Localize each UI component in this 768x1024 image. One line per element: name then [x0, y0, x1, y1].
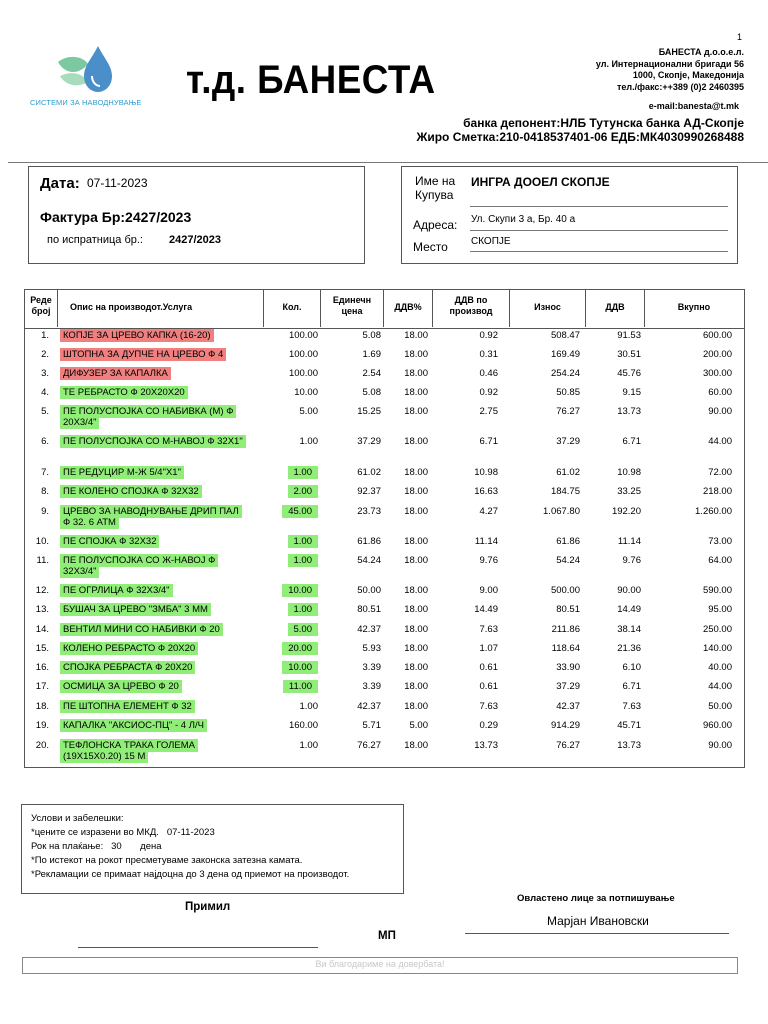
cell-total: 95.00 — [708, 604, 732, 615]
cell-vatu: 6.71 — [479, 436, 498, 447]
cell-qty: 1.00 — [299, 701, 318, 712]
cell-total: 200.00 — [702, 349, 732, 360]
cell-amount: 37.29 — [556, 436, 580, 447]
cell-qty — [263, 662, 318, 673]
cell-vatp: 18.00 — [404, 585, 428, 596]
description-highlight: КАПАЛКА "АКСИОС-ПЦ" - 4 Л/Ч — [60, 719, 207, 732]
buyer-city: СКОПЈЕ — [471, 236, 511, 247]
cell-price: 1.69 — [362, 349, 381, 360]
cell-description — [60, 486, 248, 497]
cell-description — [60, 436, 248, 447]
description-highlight: ПЕ ОГРЛИЦА Ф 32Х3/4" — [60, 584, 173, 597]
cell-description — [60, 330, 248, 341]
buyer-city-label: Место — [413, 240, 448, 254]
company-logo — [28, 40, 143, 115]
cell-vatp: 18.00 — [404, 624, 428, 635]
th-row-number: Реде број — [30, 295, 52, 316]
cell-no: 6. — [41, 436, 49, 447]
cell-qty — [263, 555, 318, 566]
cell-price: 42.37 — [357, 624, 381, 635]
description-highlight: КОЛЕНО РЕБРАСТО Ф 20Х20 — [60, 642, 198, 655]
qty-highlight: 1.00 — [288, 535, 319, 548]
cell-no: 15. — [35, 643, 49, 654]
cell-price: 54.24 — [357, 555, 381, 566]
invoice-number: Фактура Бр:2427/2023 — [40, 209, 192, 225]
description-highlight: СПОЈКА РЕБРАСТА Ф 20Х20 — [60, 661, 195, 674]
qty-highlight: 10.00 — [282, 584, 318, 597]
company-name: БАНЕСТА д.о.о.е.л. — [658, 47, 744, 57]
th-total: Вкупно — [677, 302, 711, 312]
cell-price: 5.08 — [362, 387, 381, 398]
th-vat-percent: ДДВ% — [394, 302, 422, 312]
company-title: т.д. БАНЕСТА — [186, 58, 436, 102]
cell-no: 17. — [35, 681, 49, 692]
cell-vat: 30.51 — [617, 349, 641, 360]
cell-qty — [263, 506, 318, 517]
cell-vatp: 18.00 — [404, 436, 428, 447]
cell-vat: 6.71 — [622, 436, 641, 447]
cell-qty: 5.00 — [299, 406, 318, 417]
cell-vatu: 0.61 — [479, 662, 498, 673]
cell-vatu: 0.61 — [479, 681, 498, 692]
cell-description — [60, 406, 248, 428]
cell-qty — [263, 486, 318, 497]
bank-account: Жиро Сметка:210-0418537401-06 ЕДБ:МК4030990268488 — [416, 130, 744, 144]
cell-amount: 118.64 — [551, 643, 580, 654]
cell-vatu: 2.75 — [479, 406, 498, 417]
cell-total: 300.00 — [702, 368, 732, 379]
cell-vat: 13.73 — [617, 740, 641, 751]
cell-price: 2.54 — [362, 368, 381, 379]
cell-vatu: 11.14 — [474, 536, 498, 547]
cell-amount: 42.37 — [556, 701, 580, 712]
cell-price: 15.25 — [357, 406, 381, 417]
company-contact — [596, 47, 744, 93]
cell-amount: 50.85 — [556, 387, 580, 398]
cell-amount: 184.75 — [550, 486, 580, 497]
cell-no: 13. — [35, 604, 49, 615]
cell-qty — [263, 624, 318, 635]
cell-description — [60, 681, 248, 692]
qty-highlight: 5.00 — [288, 623, 319, 636]
cell-vat: 91.53 — [617, 330, 641, 341]
header-divider — [8, 162, 768, 163]
cell-amount: 54.24 — [556, 555, 580, 566]
cell-qty — [263, 536, 318, 547]
cell-price: 5.93 — [362, 643, 381, 654]
cell-vat: 11.14 — [617, 536, 641, 547]
cell-price: 42.37 — [357, 701, 381, 712]
cell-vat: 90.00 — [617, 585, 641, 596]
received-signature-line — [78, 947, 318, 948]
qty-highlight: 45.00 — [282, 505, 318, 518]
cell-vatu: 14.49 — [474, 604, 498, 615]
cell-no: 9. — [41, 506, 49, 517]
description-highlight: КОПЈЕ ЗА ЦРЕВО КАПКА (16-20) — [60, 329, 214, 342]
description-highlight: ПЕ СПОЈКА Ф 32Х32 — [60, 535, 159, 548]
cell-description — [60, 467, 248, 478]
buyer-city-line — [470, 251, 728, 252]
th-vat: ДДВ — [605, 302, 625, 312]
buyer-name-label: Име на Купува — [415, 174, 456, 202]
cell-vat: 10.98 — [617, 467, 641, 478]
dispatch-label: по испратница бр.: — [47, 234, 143, 246]
cell-vatu: 0.92 — [479, 387, 498, 398]
cell-vatp: 18.00 — [404, 662, 428, 673]
buyer-address-line — [470, 230, 728, 231]
cell-no: 18. — [35, 701, 49, 712]
cell-qty — [263, 604, 318, 615]
cell-total: 50.00 — [708, 701, 732, 712]
cell-vatu: 0.31 — [479, 349, 498, 360]
cell-no: 19. — [35, 720, 49, 731]
cell-amount: 254.24 — [550, 368, 580, 379]
cell-total: 600.00 — [702, 330, 732, 341]
cell-amount: 914.29 — [550, 720, 580, 731]
cell-amount: 1.067.80 — [543, 506, 580, 517]
cell-total: 72.00 — [708, 467, 732, 478]
cell-vatu: 9.00 — [479, 585, 498, 596]
company-email: e-mail:banesta@t.mk — [648, 101, 739, 111]
cell-price: 3.39 — [362, 681, 381, 692]
th-description: Опис на производот.Услуга — [70, 302, 193, 312]
cell-total: 73.00 — [708, 536, 732, 547]
company-phone: тел./факс:++389 (0)2 2460395 — [617, 81, 744, 92]
cell-vatp: 18.00 — [404, 330, 428, 341]
cell-description — [60, 604, 248, 615]
cell-no: 8. — [41, 486, 49, 497]
cell-vatu: 0.92 — [479, 330, 498, 341]
cell-vatu: 7.63 — [479, 624, 498, 635]
cell-description — [60, 701, 248, 712]
cell-amount: 61.02 — [556, 467, 580, 478]
cell-description — [60, 555, 248, 577]
cell-no: 7. — [41, 467, 49, 478]
cell-description — [60, 387, 248, 398]
cell-qty: 1.00 — [299, 740, 318, 751]
buyer-address: Ул. Скупи 3 а, Бр. 40 а — [471, 214, 576, 225]
cell-description — [60, 349, 248, 360]
qty-highlight: 10.00 — [282, 661, 318, 674]
authorized-signature-line — [465, 933, 729, 934]
cell-vatp: 18.00 — [404, 406, 428, 417]
cell-total: 40.00 — [708, 662, 732, 673]
qty-highlight: 20.00 — [282, 642, 318, 655]
cell-qty: 100.00 — [288, 349, 318, 360]
stamp-label: МП — [378, 930, 396, 942]
cell-price: 23.73 — [357, 506, 381, 517]
cell-vatp: 18.00 — [404, 368, 428, 379]
cell-amount: 508.47 — [550, 330, 580, 341]
qty-highlight: 1.00 — [288, 603, 319, 616]
cell-amount: 80.51 — [556, 604, 580, 615]
cell-description — [60, 720, 248, 731]
description-highlight: ТЕФЛОНСКА ТРАКА ГОЛЕМА (19Х15Х0.20) 15 М — [60, 739, 198, 763]
cell-vatp: 18.00 — [404, 387, 428, 398]
cell-price: 61.02 — [357, 467, 381, 478]
authorized-person-name: Марјан Ивановски — [547, 914, 649, 928]
bank-name: банка депонент:НЛБ Тутунска банка АД-Скопје — [463, 116, 744, 130]
cell-no: 10. — [35, 536, 49, 547]
notes-payment-term: Рок на плаќање: 30 дена — [31, 841, 162, 852]
cell-no: 16. — [35, 662, 49, 673]
cell-vatp: 18.00 — [404, 555, 428, 566]
cell-vat: 7.63 — [622, 701, 641, 712]
qty-highlight: 11.00 — [283, 680, 318, 693]
cell-no: 12. — [35, 585, 49, 596]
cell-vat: 38.14 — [617, 624, 641, 635]
cell-price: 5.08 — [362, 330, 381, 341]
cell-price: 61.86 — [357, 536, 381, 547]
cell-vatp: 18.00 — [404, 701, 428, 712]
cell-vatp: 18.00 — [404, 643, 428, 654]
bank-info — [416, 116, 744, 144]
cell-description — [60, 740, 248, 762]
cell-no: 11. — [36, 555, 49, 566]
th-amount: Износ — [534, 302, 561, 312]
cell-description — [60, 506, 248, 528]
cell-vatp: 18.00 — [404, 349, 428, 360]
cell-vat: 45.76 — [617, 368, 641, 379]
notes-currency: *цените се изразени во МКД. 07-11-2023 — [31, 827, 215, 838]
cell-description — [60, 624, 248, 635]
cell-total: 140.00 — [702, 643, 732, 654]
cell-no: 5. — [41, 406, 49, 417]
logo-caption: СИСТЕМИ ЗА НАВОДНУВАЊЕ — [30, 98, 142, 107]
cell-vatp: 18.00 — [404, 740, 428, 751]
cell-price: 80.51 — [357, 604, 381, 615]
cell-amount: 37.29 — [556, 681, 580, 692]
cell-price: 3.39 — [362, 662, 381, 673]
cell-total: 218.00 — [702, 486, 732, 497]
qty-highlight: 1.00 — [288, 466, 319, 479]
cell-vat: 6.71 — [622, 681, 641, 692]
cell-vatu: 1.07 — [479, 643, 498, 654]
cell-total: 44.00 — [708, 436, 732, 447]
cell-vatp: 18.00 — [404, 486, 428, 497]
notes-complaints: *Рекламации се примаат најдоцна до 3 дена од приемот на производот. — [31, 869, 350, 880]
qty-highlight: 2.00 — [288, 485, 319, 498]
notes — [31, 812, 349, 882]
cell-description — [60, 368, 248, 379]
cell-vat: 14.49 — [617, 604, 641, 615]
cell-vatp: 18.00 — [404, 506, 428, 517]
cell-price: 76.27 — [357, 740, 381, 751]
cell-vatu: 0.46 — [479, 368, 498, 379]
cell-vatp: 18.00 — [404, 681, 428, 692]
cell-no: 3. — [41, 368, 49, 379]
cell-total: 250.00 — [702, 624, 732, 635]
cell-no: 2. — [41, 349, 49, 360]
cell-description — [60, 662, 248, 673]
date-label: Дата: — [40, 175, 80, 192]
cell-vatu: 13.73 — [474, 740, 498, 751]
cell-qty: 10.00 — [294, 387, 318, 398]
cell-total: 64.00 — [708, 555, 732, 566]
cell-qty — [263, 467, 318, 478]
cell-vat: 45.71 — [617, 720, 641, 731]
cell-vatu: 10.98 — [474, 467, 498, 478]
description-highlight: ПЕ ПОЛУСПОЈКА СО Ж-НАВОЈ Ф 32Х3/4" — [60, 554, 218, 578]
description-highlight: ШТОПНА ЗА ДУПЧЕ НА ЦРЕВО Ф 4 — [60, 348, 226, 361]
description-highlight: ТЕ РЕБРАСТО Ф 20Х20Х20 — [60, 386, 188, 399]
dispatch-number: 2427/2023 — [169, 234, 221, 246]
cell-vatp: 18.00 — [404, 604, 428, 615]
page-number: 1 — [737, 32, 743, 42]
description-highlight: ПЕ ШТОПНА ЕЛЕМЕНТ Ф 32 — [60, 700, 195, 713]
cell-qty — [263, 643, 318, 654]
notes-late-interest: *По истекот на рокот пресметуваме законска затезна камата. — [31, 855, 303, 866]
cell-vat: 9.76 — [622, 555, 641, 566]
cell-qty: 100.00 — [288, 368, 318, 379]
cell-vatu: 16.63 — [474, 486, 498, 497]
notes-title: Услови и забелешки: — [31, 813, 124, 824]
cell-qty — [263, 585, 318, 596]
qty-highlight: 1.00 — [288, 554, 319, 567]
cell-amount: 61.86 — [556, 536, 580, 547]
cell-qty: 160.00 — [288, 720, 318, 731]
cell-amount: 76.27 — [556, 740, 580, 751]
description-highlight: ВЕНТИЛ МИНИ СО НАБИВКИ Ф 20 — [60, 623, 223, 636]
cell-vatu: 7.63 — [479, 701, 498, 712]
cell-amount: 211.86 — [551, 624, 580, 635]
cell-vat: 192.20 — [611, 506, 641, 517]
cell-vatu: 4.27 — [479, 506, 498, 517]
description-highlight: ДИФУЗЕР ЗА КАПАЛКА — [60, 367, 171, 380]
cell-no: 1. — [41, 330, 49, 341]
cell-no: 14. — [35, 624, 49, 635]
logo-drop-leaf-icon — [28, 40, 143, 100]
cell-vatp: 5.00 — [409, 720, 428, 731]
cell-no: 4. — [41, 387, 49, 398]
cell-amount: 33.90 — [556, 662, 580, 673]
cell-vatp: 18.00 — [404, 467, 428, 478]
description-highlight: ЦРЕВО ЗА НАВОДНУВАЊЕ ДРИП ПАЛ Ф 32. 6 АТМ — [60, 505, 242, 529]
cell-qty: 100.00 — [288, 330, 318, 341]
description-highlight: ПЕ КОЛЕНО СПОЈКА Ф 32Х32 — [60, 485, 202, 498]
received-label: Примил — [185, 901, 231, 913]
company-city: 1000, Скопје, Македонија — [632, 70, 744, 80]
company-street: ул. Интернационални бригади 56 — [595, 58, 744, 69]
cell-vatu: 9.76 — [479, 555, 498, 566]
description-highlight: ПЕ РЕДУЦИР М-Ж 5/4"Х1" — [60, 466, 184, 479]
cell-vat: 9.15 — [622, 387, 641, 398]
footer-thanks: Ви благодариме на довербата! — [315, 959, 445, 969]
cell-total: 590.00 — [702, 585, 732, 596]
cell-total: 960.00 — [702, 720, 732, 731]
th-unit-price: Единечн цена — [332, 295, 372, 316]
cell-no: 20. — [35, 740, 49, 751]
cell-total: 44.00 — [708, 681, 732, 692]
cell-vatu: 0.29 — [479, 720, 498, 731]
cell-description — [60, 585, 248, 596]
th-quantity: Кол. — [282, 302, 302, 312]
invoice-date: 07-11-2023 — [87, 176, 148, 190]
buyer-name-line — [470, 206, 728, 207]
description-highlight: БУШАЧ ЗА ЦРЕВО "ЗМБА" 3 ММ — [60, 603, 211, 616]
cell-price: 50.00 — [357, 585, 381, 596]
cell-price: 92.37 — [357, 486, 381, 497]
authorized-person-label: Овластено лице за потпишување — [517, 893, 675, 904]
cell-price: 37.29 — [357, 436, 381, 447]
cell-price: 5.71 — [362, 720, 381, 731]
cell-amount: 500.00 — [550, 585, 580, 596]
buyer-name: ИНГРА ДООЕЛ СКОПЈЕ — [471, 175, 610, 189]
cell-vat: 6.10 — [622, 662, 641, 673]
description-highlight: ПЕ ПОЛУСПОЈКА СО М-НАВОЈ Ф 32Х1" — [60, 435, 246, 448]
buyer-address-label: Адреса: — [413, 218, 458, 232]
cell-vat: 21.36 — [617, 643, 641, 654]
cell-description — [60, 643, 248, 654]
cell-qty — [263, 681, 318, 692]
cell-vat: 33.25 — [617, 486, 641, 497]
cell-description — [60, 536, 248, 547]
cell-amount: 169.49 — [550, 349, 580, 360]
cell-vat: 13.73 — [617, 406, 641, 417]
description-highlight: ОСМИЦА ЗА ЦРЕВО Ф 20 — [60, 680, 182, 693]
cell-vatp: 18.00 — [404, 536, 428, 547]
cell-total: 1.260.00 — [695, 506, 732, 517]
cell-total: 90.00 — [708, 406, 732, 417]
cell-amount: 76.27 — [556, 406, 580, 417]
th-vat-per-unit: ДДВ по производ — [449, 295, 493, 316]
cell-qty: 1.00 — [299, 436, 318, 447]
description-highlight: ПЕ ПОЛУСПОЈКА СО НАБИВКА (М) Ф 20Х3/4" — [60, 405, 236, 429]
cell-total: 90.00 — [708, 740, 732, 751]
cell-total: 60.00 — [708, 387, 732, 398]
